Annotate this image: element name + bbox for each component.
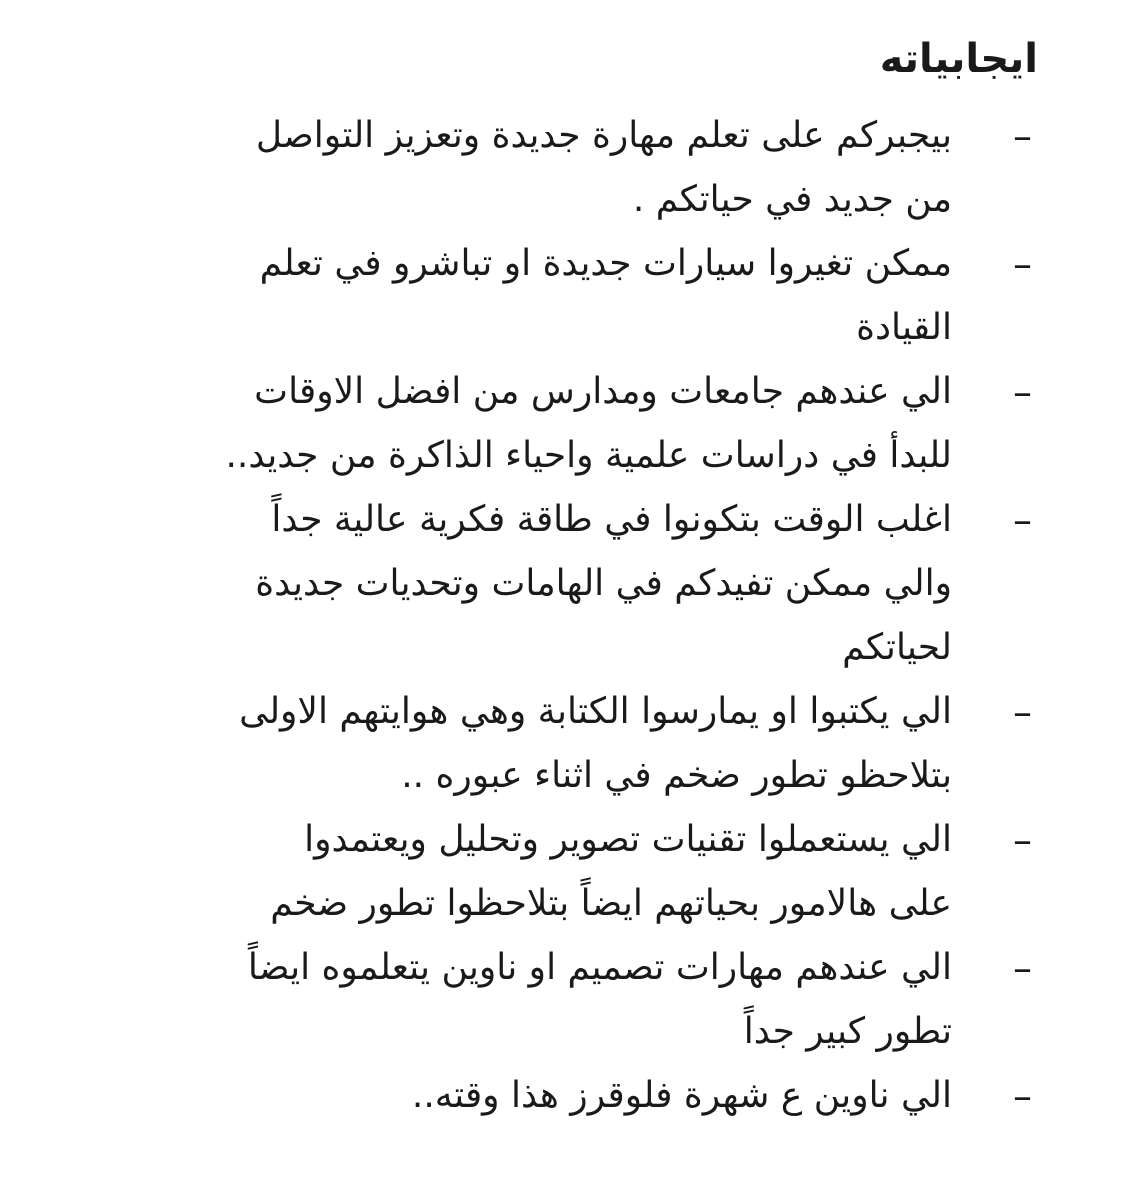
- list-item-text: [60, 680, 952, 808]
- text-line: تطور كبير جداً: [743, 1011, 952, 1052]
- bullet-dash: –: [1013, 818, 1032, 862]
- list-item: [0, 680, 1124, 808]
- list-item-text: [60, 232, 952, 360]
- text-line: للبدأ في دراسات علمية واحياء الذاكرة من جديد..: [225, 435, 952, 476]
- bullet-dash: –: [1013, 690, 1032, 734]
- list-item-text: [60, 488, 952, 680]
- text-line: الي عندهم مهارات تصميم او ناوين يتعلموه ايضاً: [247, 947, 952, 988]
- list-item: [0, 488, 1124, 680]
- bullet-dash: –: [1013, 946, 1032, 990]
- bullet-dash: –: [1013, 498, 1032, 542]
- text-line: على هالامور بحياتهم ايضاً بتلاحظوا تطور ضخم: [270, 883, 952, 924]
- text-line: اغلب الوقت بتكونوا في طاقة فكرية عالية جداً: [271, 499, 952, 540]
- list-item: [0, 936, 1124, 1064]
- list-item-text: [60, 936, 952, 1064]
- text-line: لحياتكم: [842, 627, 952, 668]
- list-item: [0, 104, 1124, 232]
- bullet-dash: –: [1013, 370, 1032, 414]
- text-line: القيادة: [856, 307, 952, 348]
- text-line: الي ناوين ع شهرة فلوقرز هذا وقته..: [411, 1075, 952, 1116]
- list-item-text: [60, 360, 952, 488]
- list-item: [0, 360, 1124, 488]
- text-line: بتلاحظو تطور ضخم في اثناء عبوره ..: [401, 755, 952, 796]
- bullet-dash: –: [1013, 242, 1032, 286]
- bullet-dash: –: [1013, 1074, 1032, 1118]
- bullet-dash: –: [1013, 114, 1032, 158]
- list-item: [0, 1064, 1124, 1128]
- section-heading: ايجابياته: [879, 36, 1038, 82]
- list-item-text: [60, 104, 952, 232]
- text-line: والي ممكن تفيدكم في الهامات وتحديات جديدة: [255, 563, 952, 604]
- text-line: الي عندهم جامعات ومدارس من افضل الاوقات: [254, 371, 952, 412]
- list-item: [0, 232, 1124, 360]
- text-line: الي يكتبوا او يمارسوا الكتابة وهي هوايتهم الاولى: [239, 691, 952, 732]
- list-item: [0, 808, 1124, 936]
- text-line: من جديد في حياتكم .: [632, 179, 952, 220]
- text-line: بيجبركم على تعلم مهارة جديدة وتعزيز التواصل: [255, 115, 952, 156]
- list-item-text: [60, 808, 952, 936]
- benefits-list: [0, 104, 1124, 1128]
- text-line: ممكن تغيروا سيارات جديدة او تباشرو في تعلم: [259, 243, 952, 284]
- list-item-text: [60, 1064, 952, 1128]
- text-line: الي يستعملوا تقنيات تصوير وتحليل ويعتمدوا: [304, 819, 952, 860]
